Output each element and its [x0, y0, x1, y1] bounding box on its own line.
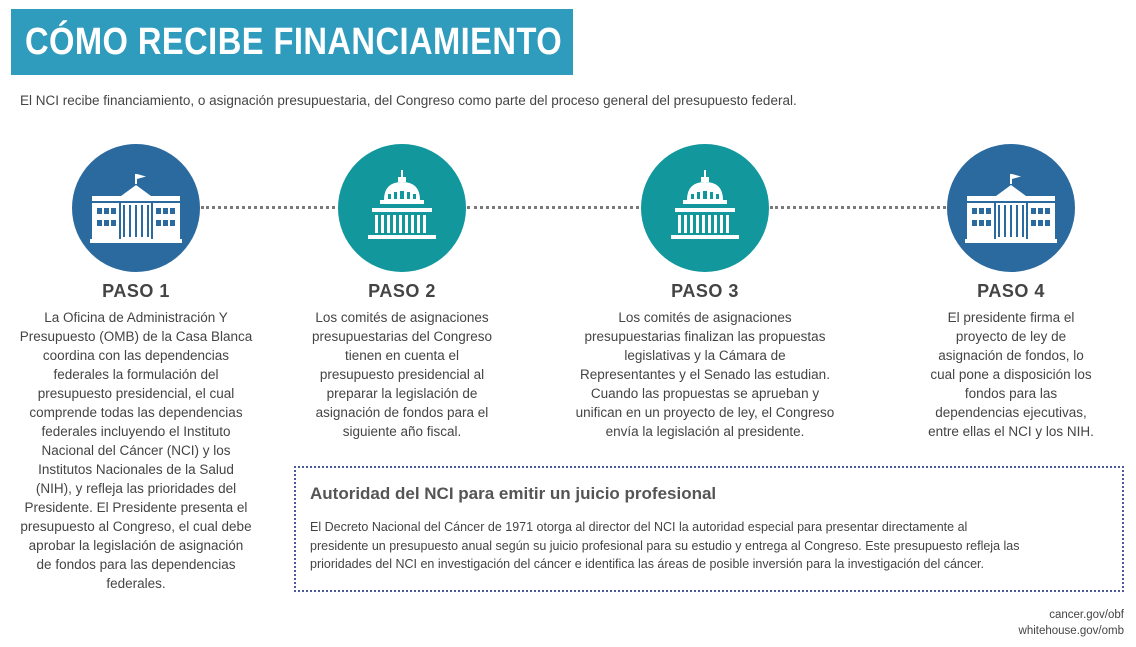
- step-1-line: federales incluyendo el Instituto: [41, 424, 231, 439]
- authority-box: [294, 466, 1124, 592]
- step-3-line: Representantes y el Senado las estudian.: [580, 367, 830, 382]
- step-2-label: PASO 2: [368, 281, 436, 301]
- step-1-line: de fondos para las dependencias: [36, 557, 236, 572]
- step-1-line: presupuesto presidencial, el cual: [37, 386, 235, 401]
- source-link-whitehouse-gov: whitehouse.gov/omb: [1018, 625, 1124, 637]
- step-4-line: fondos para las: [964, 386, 1058, 401]
- step-2-line: siguiente año fiscal.: [342, 424, 462, 439]
- capitol-icon: [366, 170, 438, 246]
- step-2-line: asignación de fondos para el: [315, 405, 489, 420]
- step-1-line: aprobar la legislación de asignación: [28, 538, 244, 553]
- step-4-label: PASO 4: [977, 281, 1045, 301]
- title-banner: [11, 9, 681, 75]
- step-1-circle: [72, 144, 200, 272]
- step-1-line: presupuesto al Congreso, el cual debe: [20, 519, 252, 534]
- step-3-line: presupuestarias finalizan las propuestas: [584, 329, 826, 344]
- step-3-line: unifican en un proyecto de ley, el Congreso: [575, 405, 835, 420]
- step-1-line: federales.: [106, 576, 166, 591]
- step-1-line: Presidente. El Presidente presenta el: [24, 500, 248, 515]
- authority-body: [310, 518, 1108, 574]
- step-3-label: PASO 3: [671, 281, 739, 301]
- step-2-line: presupuesto presidencial al: [319, 367, 485, 382]
- connector-1-2: [201, 206, 335, 209]
- step-1-line: Presupuesto (OMB) de la Casa Blanca: [19, 329, 253, 344]
- intro-text: El NCI recibe financiamiento, o asignación presupuestaria, del Congreso como parte del proceso general del presupuesto federal.: [20, 93, 797, 108]
- connector-3-4: [770, 206, 946, 209]
- authority-line: prioridades del NCI en investigación del cáncer e identifica las áreas de posible inversión para la investigación del cáncer.: [310, 557, 984, 571]
- step-3-text: [555, 308, 855, 441]
- step-2-line: presupuestarias del Congreso: [311, 329, 493, 344]
- sources: [1019, 607, 1124, 639]
- step-1-line: coordina con las dependencias: [42, 348, 230, 363]
- capitol-icon: [669, 170, 741, 246]
- step-4-line: dependencias ejecutivas,: [935, 405, 1087, 420]
- step-1-line: (NIH), y refleja las prioridades del: [35, 481, 237, 496]
- step-1-text: [6, 308, 266, 593]
- step-4-text: [881, 308, 1136, 441]
- step-3-circle: [641, 144, 769, 272]
- step-2-line: preparar la legislación de: [326, 386, 478, 401]
- page-title: CÓMO RECIBE FINANCIAMIENTO EL NCI: [25, 20, 681, 63]
- step-3-line: Cuando las propuestas se aprueban y: [590, 386, 820, 401]
- step-2-line: tienen en cuenta el: [344, 348, 460, 363]
- authority-title: Autoridad del NCI para emitir un juicio profesional: [310, 484, 717, 503]
- step-1-label: PASO 1: [102, 281, 170, 301]
- step-1-line: federales la formulación del: [53, 367, 219, 382]
- step-1-line: Nacional del Cáncer (NCI) y los: [41, 443, 231, 458]
- step-4-line: asignación de fondos, lo: [938, 348, 1084, 363]
- white-house-icon: [90, 172, 182, 244]
- step-1-line: La Oficina de Administración Y: [44, 310, 228, 325]
- step-1-line: Institutos Nacionales de la Salud: [38, 462, 234, 477]
- connector-2-3: [467, 206, 639, 209]
- step-4-circle: [947, 144, 1075, 272]
- white-house-icon: [965, 172, 1057, 244]
- step-4-line: entre ellas el NCI y los NIH.: [928, 424, 1094, 439]
- step-1-line: comprende todas las dependencias: [29, 405, 243, 420]
- step-4-line: El presidente firma el: [947, 310, 1075, 325]
- step-2-line: Los comités de asignaciones: [315, 310, 489, 325]
- source-link-cancer-gov: cancer.gov/obf: [1049, 609, 1124, 621]
- step-2-circle: [338, 144, 466, 272]
- step-3-line: legislativas y la Cámara de: [624, 348, 786, 363]
- step-4-line: proyecto de ley de: [955, 329, 1067, 344]
- authority-line: El Decreto Nacional del Cáncer de 1971 otorga al director del NCI la autoridad especial para presentar directamente al: [310, 520, 968, 534]
- step-3-line: envía la legislación al presidente.: [605, 424, 805, 439]
- step-3-line: Los comités de asignaciones: [618, 310, 792, 325]
- step-4-line: cual pone a disposición los: [930, 367, 1092, 382]
- authority-line: presidente un presupuesto anual según su juicio profesional para su estudio y entrega al Congreso. Este presupuesto refleja las: [310, 538, 1020, 553]
- step-2-text: [272, 308, 532, 441]
